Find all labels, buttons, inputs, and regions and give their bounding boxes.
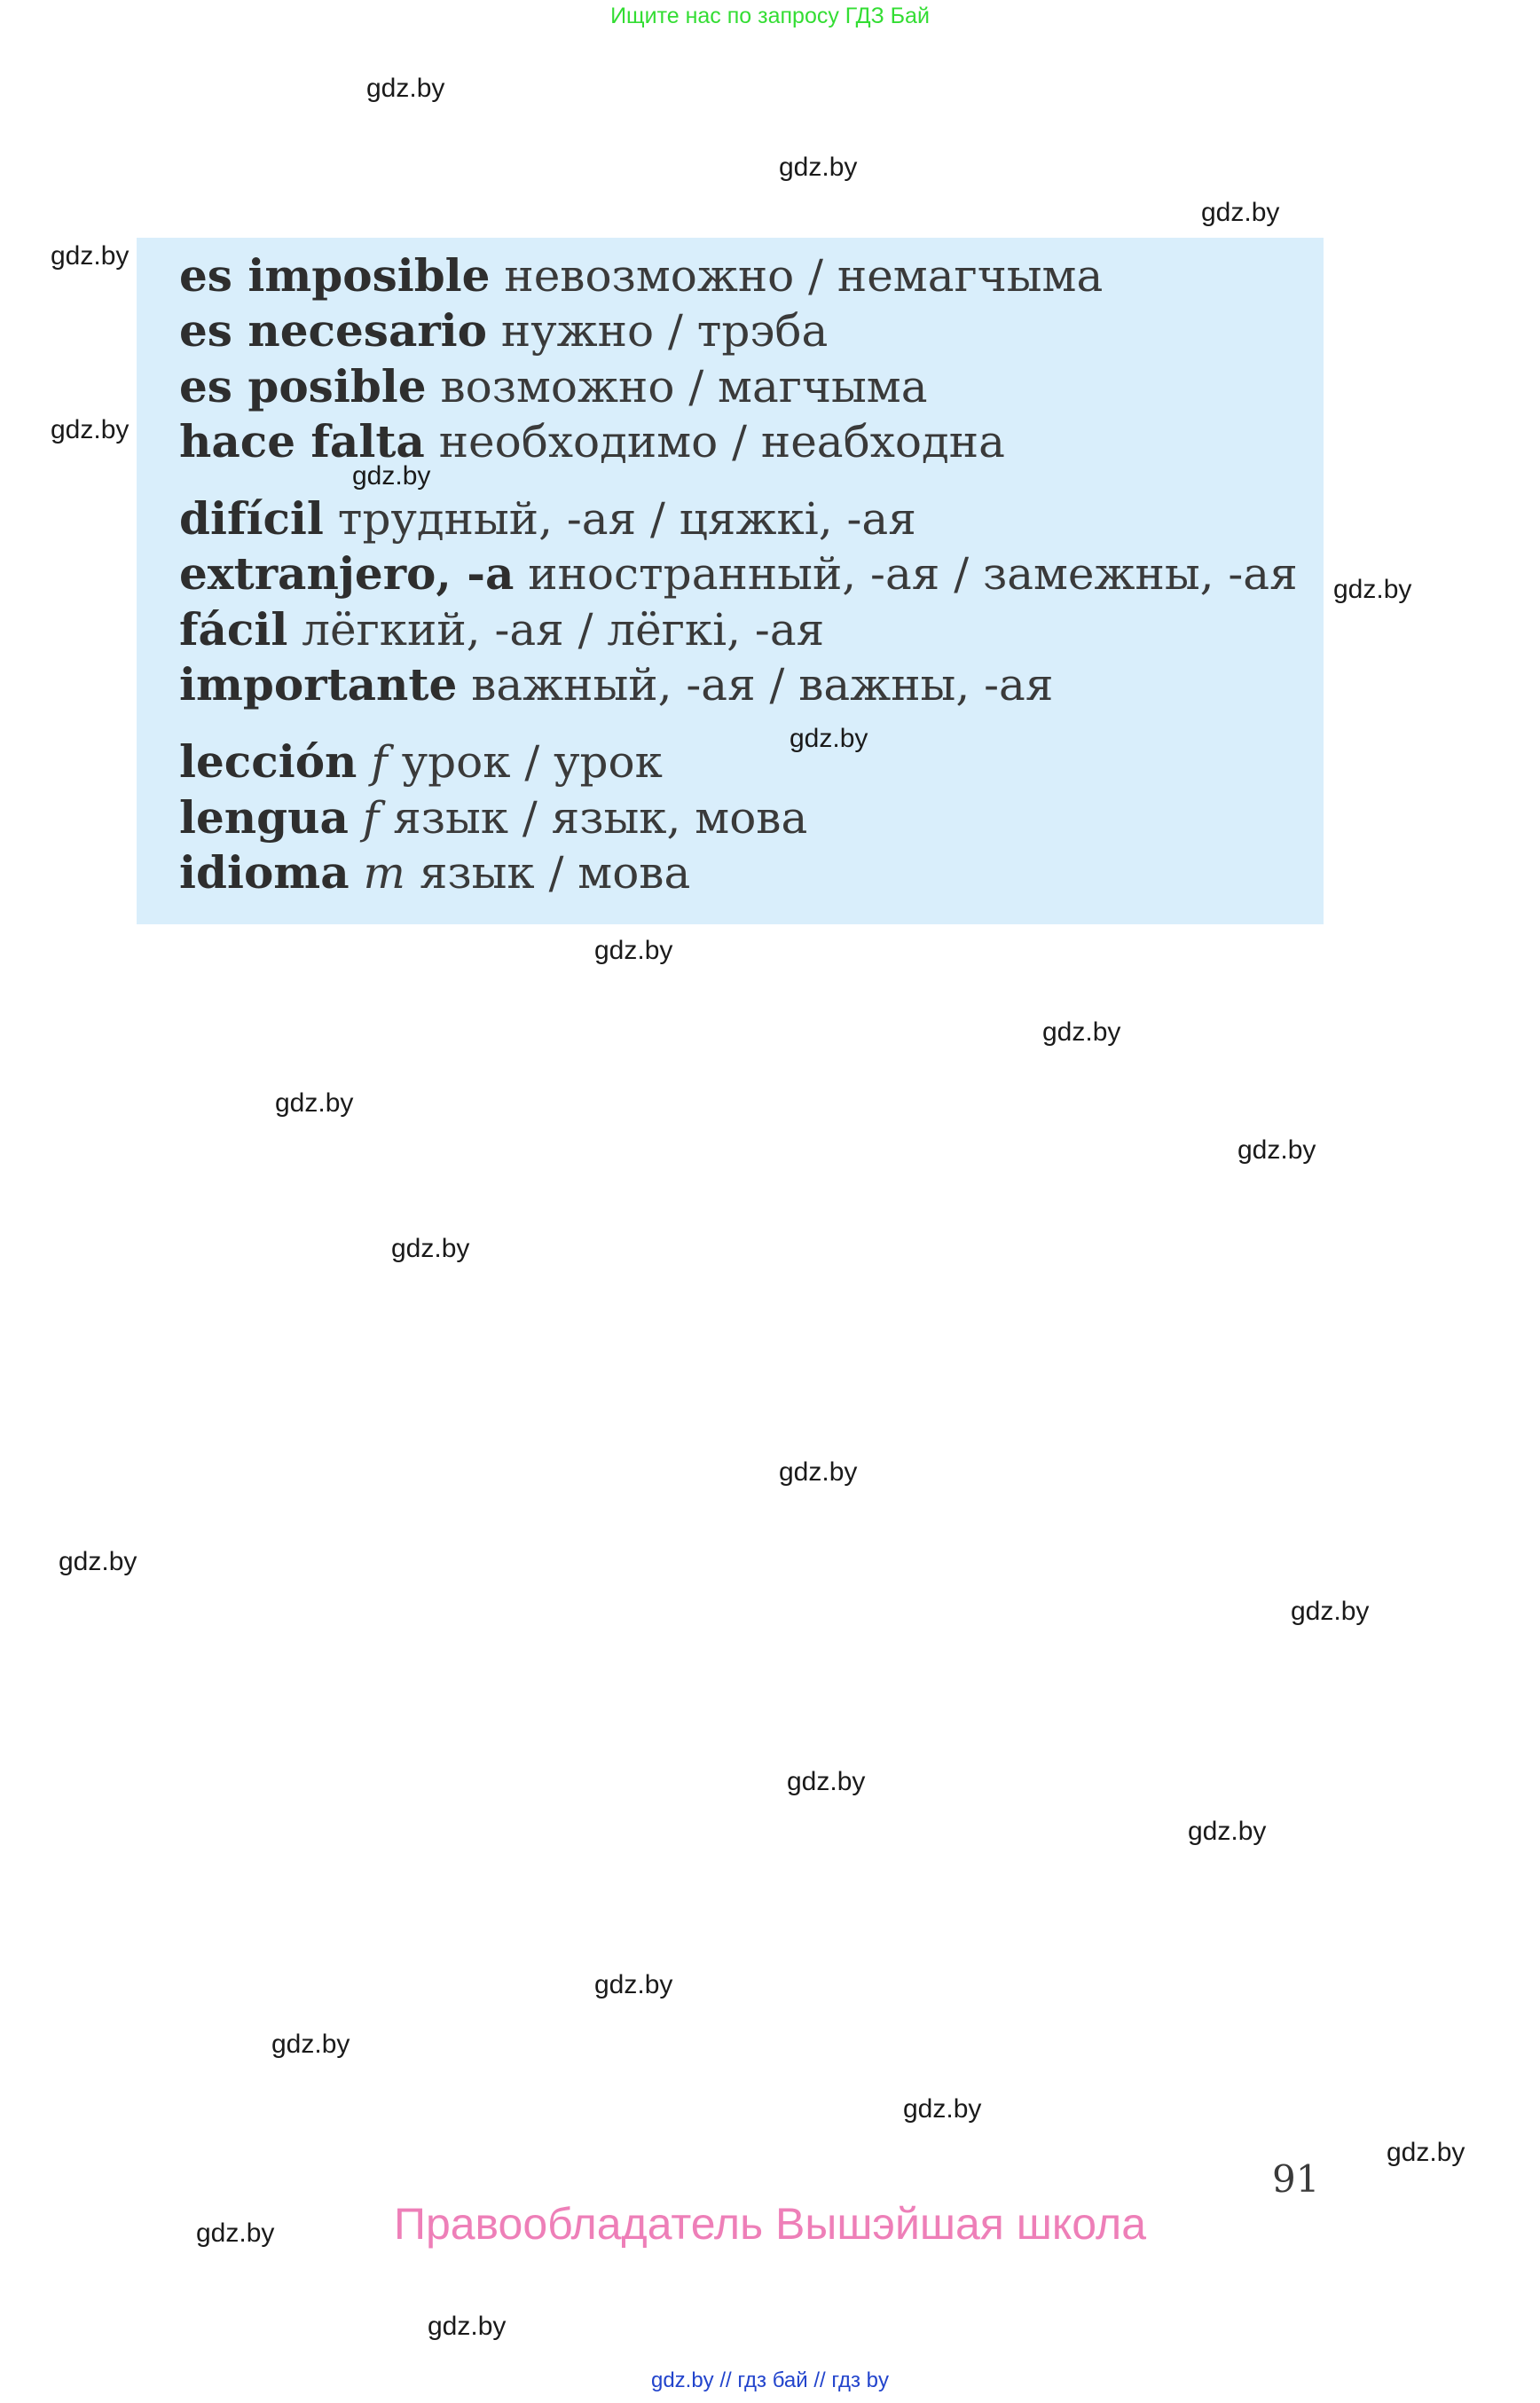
page-number: 91 [1272, 2157, 1320, 2201]
watermark: gdz.by [1333, 575, 1412, 604]
watermark: gdz.by [59, 1547, 138, 1576]
vocab-entry [179, 415, 1005, 467]
watermark: gdz.by [196, 2218, 275, 2248]
vocab-translation: важный, -ая / важны, -ая [457, 659, 1054, 711]
vocab-entry [179, 735, 663, 788]
watermark: gdz.by [903, 2094, 982, 2124]
watermark: gdz.by [594, 936, 673, 965]
footer-links[interactable]: gdz.by // гдз бай // гдз by [650, 2368, 890, 2392]
vocab-term: importante [179, 658, 458, 711]
vocab-term: es imposible [179, 249, 491, 302]
watermark: gdz.by [1387, 2138, 1465, 2167]
vocab-translation: трудный, -ая / цяжкі, -ая [323, 493, 916, 545]
vocab-entry [179, 360, 928, 412]
watermark: gdz.by [787, 1767, 866, 1796]
vocab-translation: невозможно / немагчыма [490, 250, 1104, 302]
vocab-translation: возможно / магчыма [426, 361, 928, 412]
vocab-entry [179, 492, 916, 545]
vocab-entry [179, 304, 829, 357]
vocab-entry [179, 603, 825, 656]
watermark: gdz.by [1188, 1817, 1267, 1846]
vocab-translation: нужно / трэба [487, 305, 829, 357]
watermark: gdz.by [275, 1088, 354, 1118]
vocab-term: difícil [179, 492, 324, 545]
vocab-gender: m [349, 847, 405, 899]
watermark: gdz.by [1201, 198, 1280, 227]
copyright-notice: Правообладатель Вышэйшая школа [394, 2199, 1146, 2249]
top-banner[interactable]: Ищите нас по запросу ГДЗ Бай [610, 4, 930, 28]
watermark: gdz.by [779, 1457, 858, 1487]
vocab-gender: f [348, 792, 380, 844]
vocab-translation: язык / язык, мова [379, 792, 808, 844]
vocab-translation: лёгкий, -ая / лёгкі, -ая [287, 604, 825, 656]
vocab-term: es posible [179, 360, 427, 412]
vocab-term: fácil [179, 603, 288, 656]
vocab-entry [179, 791, 808, 844]
watermark: gdz.by [352, 461, 431, 491]
vocab-entry [179, 658, 1054, 711]
vocab-entry [179, 846, 691, 899]
vocab-translation: иностранный, -ая / замежны, -ая [514, 548, 1298, 600]
vocab-term: es necesario [179, 304, 488, 357]
watermark: gdz.by [1042, 1017, 1121, 1047]
vocab-term: lección [179, 735, 358, 788]
watermark: gdz.by [594, 1970, 673, 1999]
watermark: gdz.by [271, 2030, 350, 2059]
vocab-translation: язык / мова [405, 847, 691, 899]
vocab-term: hace falta [179, 415, 425, 467]
watermark: gdz.by [366, 74, 445, 103]
watermark: gdz.by [790, 724, 868, 753]
watermark: gdz.by [1238, 1135, 1316, 1165]
vocab-translation: необходимо / неабходна [424, 416, 1005, 467]
vocab-entry [179, 249, 1104, 302]
vocabulary-box [137, 238, 1324, 924]
vocab-term: idioma [179, 846, 350, 899]
watermark: gdz.by [428, 2312, 507, 2341]
watermark: gdz.by [51, 415, 130, 444]
watermark: gdz.by [779, 153, 858, 182]
vocab-term: extranjero, -a [179, 547, 515, 600]
watermark: gdz.by [51, 241, 130, 271]
vocab-gender: f [357, 736, 388, 788]
watermark: gdz.by [1291, 1597, 1370, 1626]
vocab-term: lengua [179, 791, 349, 844]
vocab-translation: урок / урок [387, 736, 663, 788]
vocab-entry [179, 547, 1298, 600]
watermark: gdz.by [391, 1234, 470, 1263]
